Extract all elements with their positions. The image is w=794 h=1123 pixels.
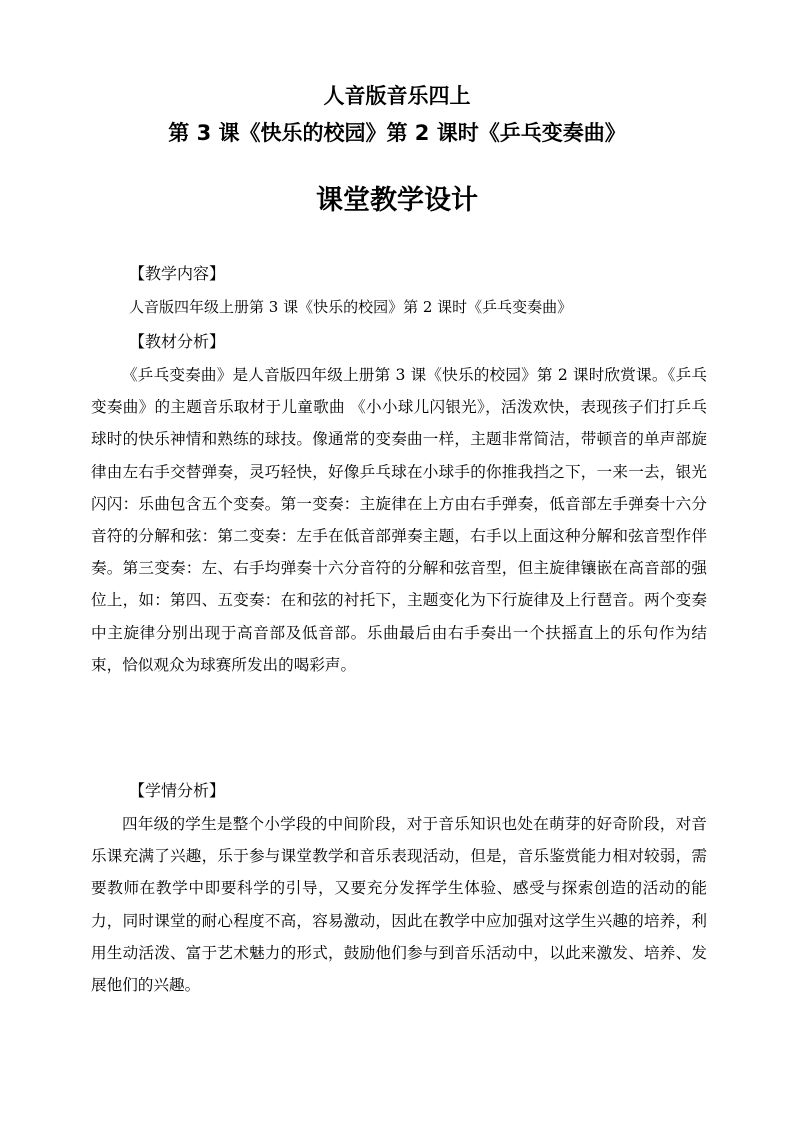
section-heading-students: 【学情分析】: [129, 781, 226, 800]
section-text-students: 四年级的学生是整个小学段的中间阶段，对于音乐知识也处在萌芽的好奇阶段，对音乐课充满了兴趣，乐于参与课堂教学和音乐表现活动，但是，音乐鉴赏能力相对较弱，需要教师在教学中即要科学的引导，又要充分发挥学生体验、感受与探索创造的活动的能力，同时课堂的耐心程度不高，容易激动，因此在教学中应加强对这学生兴趣的培养，利用生动活泼、富于艺术魅力的形式，鼓励他们参与到音乐活动中，以此来激发、培养、发展他们的兴趣。: [91, 815, 707, 995]
section-text-content: 人音版四年级上册第 3 课《快乐的校园》第 2 课时《乒乓变奏曲》: [129, 298, 573, 316]
document-main-title: 课堂教学设计: [316, 185, 478, 216]
lesson-title: 第 3 课《快乐的校园》第 2 课时《乒乓变奏曲》: [168, 121, 626, 145]
section-heading-material: 【教材分析】: [129, 332, 226, 351]
document-subject-title: 人音版音乐四上: [323, 84, 471, 108]
section-heading-content: 【教学内容】: [129, 264, 226, 283]
section-text-material: 《乒乓变奏曲》是人音版四年级上册第 3 课《快乐的校园》第 2 课时欣赏课。《乒乓变奏曲》的主题音乐取材于儿童歌曲 《小小球儿闪银光》，活泼欢快，表现孩子们打乒乓球时的快乐神情和熟练的球技。像通常的变奏曲一样，主题非常简洁，带顿音的单声部旋律由左右手交替弹奏，灵巧轻快，好像乒乓球在小球手的你推我挡之下，一来一去，银光闪闪：乐曲包含五个变奏。第一变奏：主旋律在上方由右手弹奏，低音部左手弹奏十六分音符的分解和弦：第二变奏：左手在低音部弹奏主题，右手以上面这种分解和弦音型作伴奏。第三变奏：左、右手均弹奏十六分音符的分解和弦音型，但主旋律镶嵌在高音部的强位上，如：第四、五变奏：在和弦的衬托下，主题变化为下行旋律及上行琶音。两个变奏中主旋律分别出现于高音部及低音部。乐曲最后由右手奏出一个扶摇直上的乐句作为结束，恰似观众为球赛所发出的喝彩声。: [91, 366, 707, 674]
